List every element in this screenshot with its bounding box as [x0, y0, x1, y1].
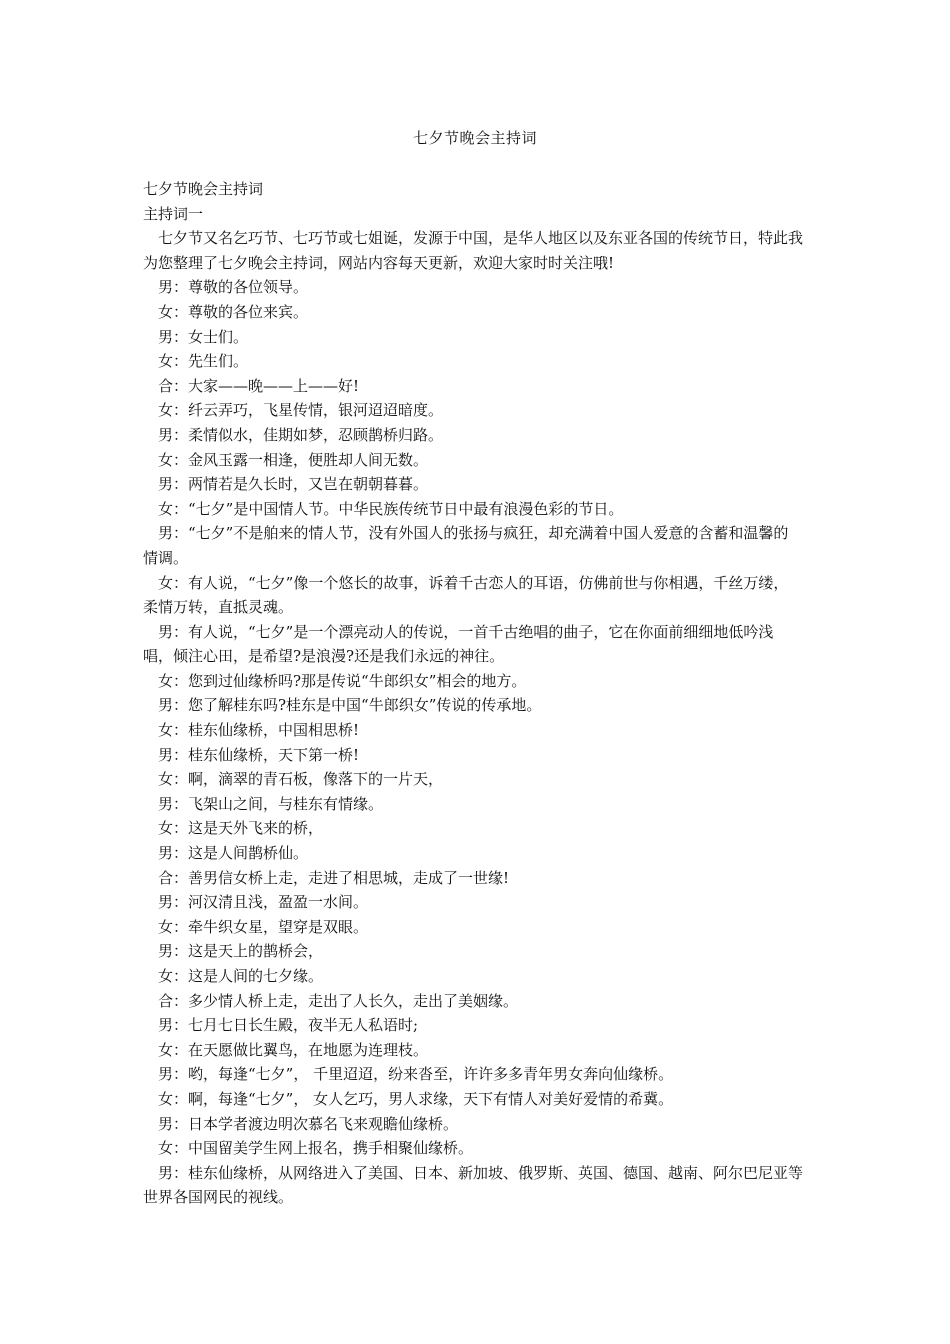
- paragraph: 女：啊，滴翠的青石板，像落下的一片天，: [158, 770, 444, 789]
- paragraph: 男：有人说，“七夕”是一个漂亮动人的传说，一首千古绝唱的曲子，它在你面前细细地低吟浅唱，倾注心田，是希望?是浪漫?还是我们永远的神往。: [143, 622, 774, 666]
- paragraph: 七夕节又名乞巧节、七巧节或七姐诞，发源于中国，是华人地区以及东亚各国的传统节日，特此我为您整理了七夕晚会主持词，网站内容每天更新，欢迎大家时时关注哦!: [143, 229, 804, 272]
- paragraph: 男：“七夕”不是舶来的情人节，没有外国人的张扬与疯狂，却充满着中国人爱意的含蓄和温馨的情调。: [143, 524, 789, 567]
- paragraph: 男：河汉清且浅，盈盈一水间。: [158, 893, 369, 912]
- paragraph: 男：哟，每逢“七夕”， 千里迢迢，纷来沓至，许许多多青年男女奔向仙缘桥。: [158, 1065, 674, 1084]
- paragraph: 女：“七夕”是中国情人节。中华民族传统节日中最有浪漫色彩的节日。: [158, 499, 624, 518]
- paragraph: 女：纤云弄巧，飞星传情，银河迢迢暗度。: [158, 401, 444, 420]
- paragraph: 女：牵牛织女星，望穿是双眼。: [158, 917, 369, 936]
- paragraph: 男：飞架山之间，与桂东有情缘。: [158, 794, 384, 813]
- paragraph: 男：日本学者渡边明次慕名飞来观瞻仙缘桥。: [158, 1114, 459, 1133]
- paragraph: 女：桂东仙缘桥，中国相思桥!: [158, 721, 360, 740]
- paragraph: 女：中国留美学生网上报名，携手相聚仙缘桥。: [158, 1139, 474, 1158]
- paragraph: 男：您了解桂东吗?桂东是中国“牛郎织女”传说的传承地。: [158, 696, 542, 715]
- paragraph: 男：尊敬的各位领导。: [158, 278, 309, 297]
- paragraph: 合：善男信女桥上走，走进了相思城，走成了一世缘!: [158, 868, 510, 887]
- paragraph: 女：尊敬的各位来宾。: [158, 302, 309, 321]
- paragraph: 男：两情若是久长时，又岂在朝朝暮暮。: [158, 475, 429, 494]
- paragraph: 男：柔情似水，佳期如梦，忍顾鹊桥归路。: [158, 425, 444, 444]
- paragraph: 男：七月七日长生殿，夜半无人私语时;: [158, 1016, 419, 1035]
- paragraph: 合：多少情人桥上走，走出了人长久，走出了美姻缘。: [158, 991, 519, 1010]
- paragraph: 男：女士们。: [158, 327, 249, 346]
- paragraph: 女：在天愿做比翼鸟，在地愿为连理枝。: [158, 1040, 429, 1059]
- paragraph: 女：金风玉露一相逢，便胜却人间无数。: [158, 450, 429, 469]
- section-subheading: 主持词一: [143, 204, 204, 223]
- paragraph: 女：这是人间的七夕缘。: [158, 967, 324, 985]
- section-heading: 七夕节晚会主持词: [143, 180, 264, 198]
- paragraph: 男：这是人间鹊桥仙。: [158, 844, 309, 863]
- paragraph: 合：大家——晚——上——好!: [158, 376, 360, 395]
- paragraph: 女：啊，每逢“七夕”， 女人乞巧，男人求缘，天下有情人对美好爱情的希冀。: [158, 1089, 674, 1108]
- paragraph: 女：有人说，“七夕”像一个悠长的故事，诉着千古恋人的耳语，仿佛前世与你相遇，千丝万缕，柔情万转，直抵灵魂。: [143, 573, 789, 617]
- paragraph: 女：您到过仙缘桥吗?那是传说“牛郎织女”相会的地方。: [158, 671, 527, 690]
- paragraph: 男：桂东仙缘桥，天下第一桥!: [158, 745, 360, 764]
- document-body: [143, 177, 803, 1210]
- paragraph: 女：先生们。: [158, 352, 249, 371]
- paragraph: 男：桂东仙缘桥，从网络进入了美国、日本、新加坡、俄罗斯、英国、德国、越南、阿尔巴尼亚等世界各国网民的视线。: [143, 1163, 804, 1207]
- paragraph: 女：这是天外飞来的桥，: [158, 819, 324, 838]
- paragraph: 男：这是天上的鹊桥会，: [158, 942, 324, 961]
- document-title: 七夕节晚会主持词: [412, 129, 537, 147]
